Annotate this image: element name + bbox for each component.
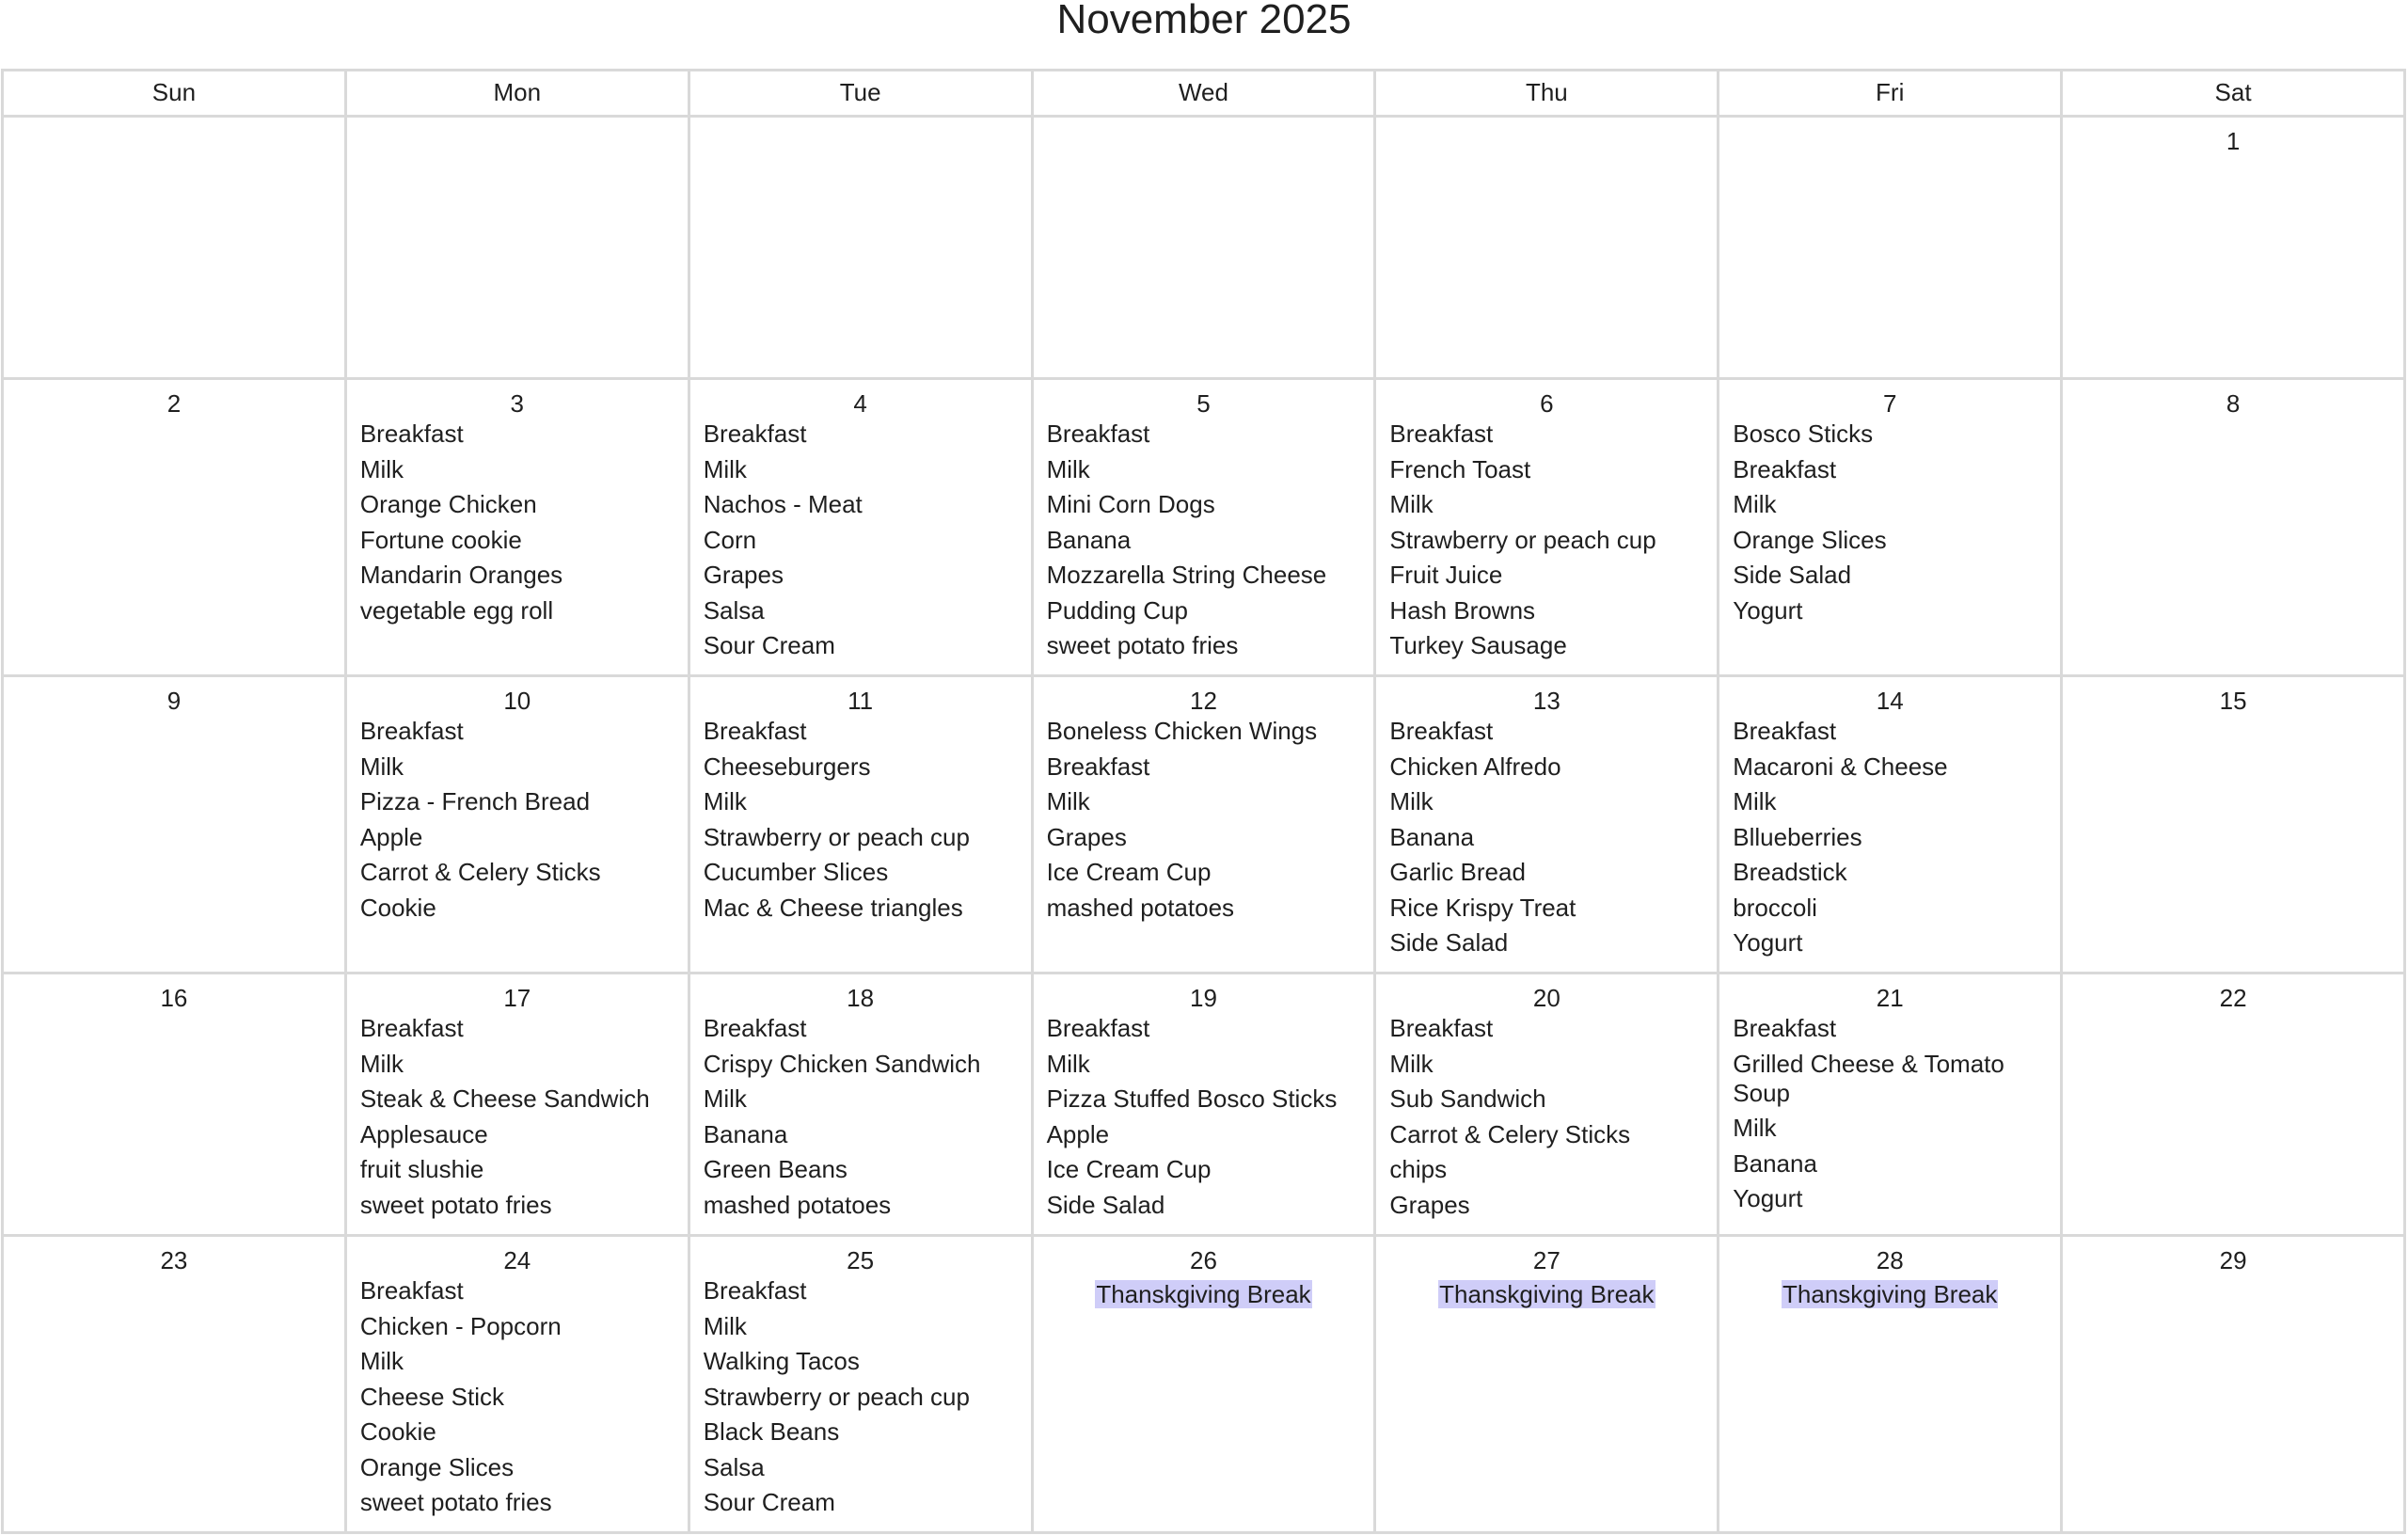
menu-list: [1389, 1014, 1703, 1220]
menu-list: [360, 1014, 674, 1220]
day-number: 14: [1876, 687, 1904, 715]
menu-item: Milk: [359, 1049, 404, 1078]
event-wrapper: [1389, 1280, 1703, 1308]
menu-list: [1733, 419, 2047, 625]
day-number: 15: [2219, 687, 2247, 715]
day-number: 20: [1532, 984, 1560, 1012]
event-label[interactable]: Thanskgiving Break: [1439, 1280, 1655, 1308]
menu-item: sweet potato fries: [1046, 631, 1239, 659]
menu-item: Milk: [1733, 1114, 1777, 1142]
menu-item: Grapes: [703, 561, 784, 589]
menu-item: mashed potatoes: [703, 1190, 892, 1219]
day-number: 8: [2226, 389, 2241, 418]
weekday-header-sat: Sat: [2063, 71, 2406, 118]
menu-item: Breakfast: [1733, 454, 1837, 483]
menu-item: Milk: [703, 1084, 747, 1113]
menu-item: Milk: [1046, 454, 1090, 483]
day-cell-21[interactable]: [1719, 974, 2063, 1237]
day-cell-24[interactable]: [347, 1237, 690, 1534]
menu-item: Pizza - French Bread: [359, 787, 591, 815]
day-cell-25[interactable]: [690, 1237, 1034, 1534]
menu-item: Grapes: [1389, 1190, 1470, 1219]
menu-item: Green Beans: [703, 1155, 848, 1183]
menu-item: sweet potato fries: [359, 1488, 552, 1516]
menu-item: sweet potato fries: [359, 1190, 552, 1219]
day-number: 19: [1190, 984, 1217, 1012]
day-cell-8[interactable]: [2063, 380, 2406, 677]
menu-item: Breakfast: [1046, 752, 1150, 781]
menu-item: Milk: [359, 454, 404, 483]
menu-item: Chicken - Popcorn: [359, 1311, 562, 1340]
menu-item: Milk: [1389, 787, 1434, 815]
menu-item: Mini Corn Dogs: [1046, 490, 1215, 518]
menu-item: French Toast: [1389, 454, 1531, 483]
day-cell-15[interactable]: [2063, 677, 2406, 974]
day-cell-29[interactable]: [2063, 1237, 2406, 1534]
day-number: 2: [166, 389, 182, 418]
menu-item: Breakfast: [1389, 717, 1494, 745]
menu-list: [1047, 419, 1361, 660]
menu-item: Ice Cream Cup: [1046, 858, 1212, 886]
day-number: 26: [1190, 1246, 1217, 1274]
menu-item: Pizza Stuffed Bosco Sticks: [1046, 1084, 1338, 1113]
weekday-header-fri: Fri: [1719, 71, 2063, 118]
menu-item: Cheese Stick: [359, 1382, 505, 1411]
event-label[interactable]: Thanskgiving Break: [1782, 1280, 1998, 1308]
weekday-header-sun: Sun: [4, 71, 347, 118]
menu-item: Orange Chicken: [359, 490, 537, 518]
day-cell-2[interactable]: [4, 380, 347, 677]
day-cell-empty[interactable]: [1034, 118, 1377, 380]
menu-list: [360, 419, 674, 625]
menu-item: Black Beans: [703, 1417, 840, 1446]
menu-item: Bosco Sticks: [1733, 419, 1874, 448]
day-cell-empty[interactable]: [4, 118, 347, 380]
menu-item: Milk: [703, 454, 747, 483]
day-number: 17: [503, 984, 531, 1012]
day-cell-7[interactable]: [1719, 380, 2063, 677]
day-number: 12: [1190, 687, 1217, 715]
menu-item: Macaroni & Cheese: [1733, 752, 1948, 781]
menu-item: Bllueberries: [1733, 822, 1862, 851]
menu-item: Breakfast: [359, 717, 464, 745]
menu-item: Sour Cream: [703, 631, 835, 659]
menu-item: Breakfast: [1046, 419, 1150, 448]
day-number: 5: [1196, 389, 1211, 418]
menu-item: Nachos - Meat: [703, 490, 863, 518]
day-number: 6: [1540, 389, 1554, 418]
menu-item: Sour Cream: [703, 1488, 835, 1516]
menu-item: mashed potatoes: [1046, 893, 1235, 922]
day-number: 16: [160, 984, 188, 1012]
menu-item: Breakfast: [703, 419, 807, 448]
day-cell-26[interactable]: [1034, 1237, 1377, 1534]
day-cell-27[interactable]: [1376, 1237, 1719, 1534]
menu-item: Hash Browns: [1389, 595, 1536, 625]
day-number: 13: [1532, 687, 1560, 715]
menu-item: Milk: [1389, 490, 1434, 518]
day-cell-17[interactable]: [347, 974, 690, 1237]
menu-list: [704, 1276, 1018, 1517]
day-cell-4[interactable]: [690, 380, 1034, 677]
menu-item: Cucumber Slices: [703, 858, 889, 886]
menu-item: Fortune cookie: [359, 525, 522, 554]
menu-item: Yogurt: [1733, 1184, 1803, 1212]
day-number: 11: [848, 687, 874, 715]
menu-item: Banana: [1046, 525, 1132, 554]
menu-item: Side Salad: [1046, 1190, 1165, 1219]
day-number: 21: [1876, 984, 1904, 1012]
menu-list: [1389, 717, 1703, 957]
menu-item: Grilled Cheese & Tomato Soup: [1733, 1049, 2004, 1107]
menu-item: Breakfast: [359, 419, 464, 448]
menu-item: Side Salad: [1389, 928, 1509, 957]
day-cell-empty[interactable]: [347, 118, 690, 380]
event-label[interactable]: Thanskgiving Break: [1096, 1280, 1311, 1308]
menu-item: Banana: [1733, 1148, 1817, 1178]
day-number: 18: [847, 984, 875, 1012]
day-number: 3: [510, 389, 524, 418]
menu-item: Garlic Bread: [1389, 858, 1526, 886]
menu-item: Chicken Alfredo: [1389, 752, 1561, 781]
menu-item: Grapes: [1046, 822, 1127, 851]
day-cell-1[interactable]: [2063, 118, 2406, 380]
day-cell-18[interactable]: [690, 974, 1034, 1237]
day-cell-14[interactable]: [1719, 677, 2063, 974]
menu-item: Carrot & Celery Sticks: [359, 858, 601, 886]
menu-item: Milk: [1733, 490, 1777, 518]
menu-item: Side Salad: [1733, 561, 1852, 589]
day-number: 4: [853, 389, 867, 418]
menu-item: Milk: [1733, 787, 1777, 815]
day-number: 27: [1532, 1246, 1560, 1274]
menu-item: Breakfast: [703, 1014, 807, 1042]
day-cell-10[interactable]: [347, 677, 690, 974]
weekday-header-tue: Tue: [690, 71, 1034, 118]
weekday-header-mon: Mon: [347, 71, 690, 118]
menu-item: Walking Tacos: [703, 1347, 860, 1375]
menu-item: Breakfast: [703, 717, 807, 745]
day-number: 29: [2219, 1246, 2247, 1274]
menu-list: [360, 1276, 674, 1517]
menu-item: Strawberry or peach cup: [703, 1382, 970, 1411]
day-cell-empty[interactable]: [1719, 118, 2063, 380]
menu-item: Cookie: [359, 893, 436, 922]
day-number: 10: [503, 687, 531, 715]
calendar-grid: [1, 69, 2406, 1534]
menu-item: Crispy Chicken Sandwich: [703, 1049, 981, 1078]
menu-item: Breakfast: [359, 1014, 464, 1042]
menu-item: Corn: [703, 525, 757, 554]
day-cell-19[interactable]: [1034, 974, 1377, 1237]
menu-list: [1047, 1014, 1361, 1220]
day-cell-11[interactable]: [690, 677, 1034, 974]
day-cell-9[interactable]: [4, 677, 347, 974]
menu-item: Mac & Cheese triangles: [703, 893, 963, 922]
day-number: 23: [160, 1246, 188, 1274]
event-wrapper: [1047, 1280, 1361, 1308]
menu-item: Milk: [1389, 1049, 1434, 1078]
day-number: 1: [2226, 127, 2241, 155]
menu-item: Apple: [359, 822, 423, 851]
calendar-title: November 2025: [1056, 0, 1352, 42]
weekday-header-wed: Wed: [1034, 71, 1377, 118]
menu-list: [360, 717, 674, 923]
day-cell-6[interactable]: [1376, 380, 1719, 677]
menu-item: Apple: [1046, 1119, 1110, 1148]
menu-item: Breakfast: [1733, 717, 1837, 745]
menu-item: Milk: [703, 787, 747, 815]
menu-item: Pudding Cup: [1046, 595, 1188, 625]
menu-item: Applesauce: [359, 1119, 488, 1148]
menu-item: vegetable egg roll: [359, 595, 554, 625]
menu-item: fruit slushie: [359, 1155, 484, 1183]
menu-item: broccoli: [1733, 893, 1817, 922]
menu-item: Banana: [1389, 822, 1475, 851]
menu-item: Ice Cream Cup: [1046, 1155, 1212, 1183]
menu-item: Milk: [359, 752, 404, 781]
menu-item: Strawberry or peach cup: [1389, 525, 1656, 554]
menu-item: Breakfast: [1733, 1014, 1837, 1042]
menu-item: Banana: [703, 1119, 788, 1148]
weekday-header-thu: Thu: [1376, 71, 1719, 118]
menu-item: Milk: [1046, 787, 1090, 815]
menu-item: Milk: [703, 1311, 747, 1340]
menu-item: Breakfast: [1389, 1014, 1494, 1042]
day-cell-empty[interactable]: [690, 118, 1034, 380]
day-cell-3[interactable]: [347, 380, 690, 677]
day-cell-16[interactable]: [4, 974, 347, 1237]
menu-item: Breakfast: [703, 1276, 807, 1305]
day-number: 22: [2219, 984, 2247, 1012]
menu-item: Strawberry or peach cup: [703, 822, 970, 851]
menu-list: [704, 717, 1018, 923]
menu-list: [1389, 419, 1703, 660]
menu-item: Mandarin Oranges: [359, 561, 563, 589]
menu-item: Salsa: [703, 595, 765, 625]
day-cell-28[interactable]: [1719, 1237, 2063, 1534]
day-cell-empty[interactable]: [1376, 118, 1719, 380]
day-cell-22[interactable]: [2063, 974, 2406, 1237]
day-number: 24: [503, 1246, 531, 1274]
day-cell-12[interactable]: [1034, 677, 1377, 974]
menu-item: Breakfast: [1389, 419, 1494, 448]
day-number: 25: [847, 1246, 875, 1274]
menu-item: Yogurt: [1733, 595, 1803, 625]
day-cell-5[interactable]: [1034, 380, 1377, 677]
event-wrapper: [1733, 1280, 2047, 1308]
menu-item: Milk: [1046, 1049, 1090, 1078]
day-number: 7: [1882, 389, 1897, 418]
menu-item: Yogurt: [1733, 928, 1803, 957]
menu-item: Cookie: [359, 1417, 436, 1446]
menu-item: Orange Slices: [1733, 525, 1887, 554]
menu-item: Mozzarella String Cheese: [1046, 561, 1327, 589]
menu-item: Fruit Juice: [1389, 561, 1503, 589]
menu-item: Milk: [359, 1347, 404, 1375]
menu-item: Steak & Cheese Sandwich: [359, 1084, 650, 1113]
menu-list: [1733, 1014, 2047, 1213]
menu-item: Turkey Sausage: [1389, 631, 1567, 659]
menu-item: Carrot & Celery Sticks: [1389, 1119, 1631, 1148]
menu-item: Salsa: [703, 1452, 765, 1481]
menu-list: [1733, 717, 2047, 957]
day-number: 28: [1876, 1246, 1904, 1274]
menu-list: [704, 419, 1018, 660]
menu-item: Breadstick: [1733, 858, 1847, 886]
menu-item: Orange Slices: [359, 1452, 515, 1481]
menu-list: [1047, 717, 1361, 923]
menu-item: Breakfast: [359, 1276, 464, 1305]
day-cell-20[interactable]: [1376, 974, 1719, 1237]
menu-item: Boneless Chicken Wings: [1046, 717, 1318, 745]
day-cell-13[interactable]: [1376, 677, 1719, 974]
menu-item: Breakfast: [1046, 1014, 1150, 1042]
menu-item: Rice Krispy Treat: [1389, 893, 1576, 922]
day-number: 9: [166, 687, 182, 715]
menu-list: [704, 1014, 1018, 1220]
menu-item: Cheeseburgers: [703, 752, 871, 781]
day-cell-23[interactable]: [4, 1237, 347, 1534]
menu-item: Sub Sandwich: [1389, 1084, 1546, 1113]
menu-item: chips: [1389, 1155, 1448, 1183]
